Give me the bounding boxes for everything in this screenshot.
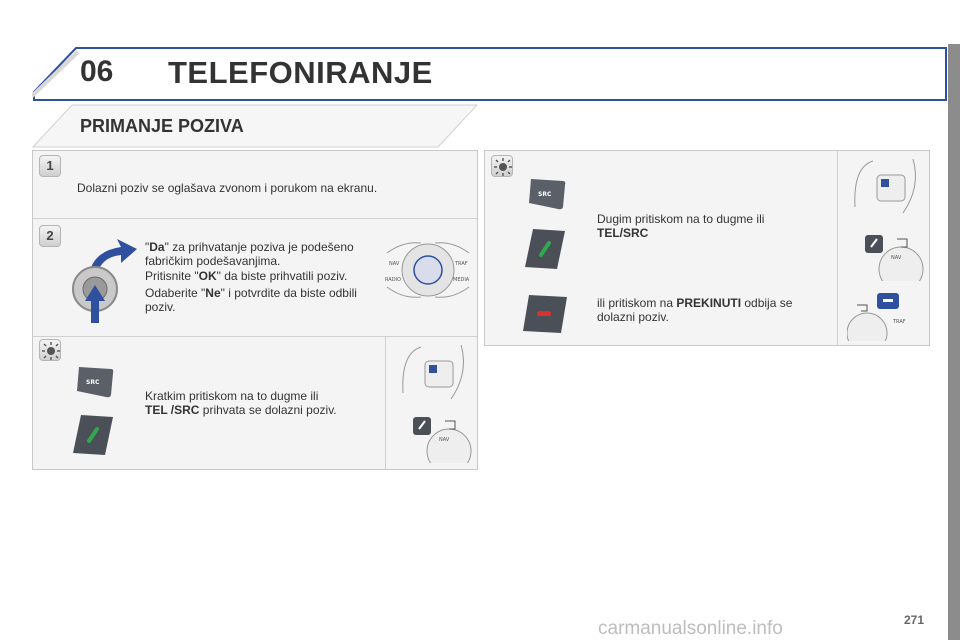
- src-button-icon: [75, 365, 115, 401]
- section-title: PRIMANJE POZIVA: [80, 116, 244, 136]
- right-divider: [837, 151, 838, 345]
- step-3-text: Kratkim pritiskom na to dugme ili TEL /SRC prihvata se dolazni poziv.: [145, 389, 337, 417]
- nav-label-2: NAV: [439, 437, 450, 443]
- traf-label: TRAF: [455, 261, 468, 267]
- step-3-row: [33, 337, 477, 469]
- step-2-line-1: "Da" za prihvatanje poziva je podešeno fabričkim podešavanjima.: [145, 240, 354, 268]
- nav-label-3: NAV: [891, 255, 902, 261]
- hangup-traf-illustration: [847, 289, 921, 341]
- chapter-title: TELEFONIRANJE: [168, 55, 433, 90]
- tip-lightbulb-icon-2: [491, 155, 513, 177]
- tip-lightbulb-icon: [39, 339, 61, 361]
- src-label: SRC: [86, 379, 100, 386]
- tel-button-icon: [71, 413, 115, 457]
- src-button-icon-2: [527, 177, 567, 213]
- chapter-header: [32, 44, 948, 102]
- tel-nav-illustration-2: [857, 229, 931, 281]
- step-1-text: Dolazni poziv se oglašava zvonom i porukom na ekranu.: [77, 181, 378, 195]
- section-header: [32, 104, 478, 148]
- rotary-knob-icon: [63, 229, 143, 329]
- nav-label: NAV: [389, 261, 400, 267]
- step-1-badge: 1: [39, 155, 61, 177]
- chapter-number: 06: [80, 55, 114, 88]
- radio-label: RADIO: [385, 277, 401, 283]
- steering-wheel-illustration: [391, 343, 471, 407]
- left-panel: [32, 150, 478, 470]
- src-label-2: SRC: [538, 191, 552, 198]
- tel-nav-illustration: [405, 411, 479, 463]
- media-label: MEDIA: [453, 277, 470, 283]
- step-2-line-3: Odaberite "Ne" i potvrdite da biste odbili poziv.: [145, 286, 357, 314]
- step-3-divider: [385, 337, 386, 469]
- control-panel-illustration: [383, 235, 473, 305]
- page-edge-bar: [948, 44, 960, 640]
- step-2-line-2: Pritisnite "OK" da biste prihvatili poziv.: [145, 269, 348, 283]
- page-number: 271: [904, 613, 925, 627]
- watermark: carmanualsonline.info: [598, 618, 783, 639]
- right-text-2: ili pritiskom na PREKINUTI odbija se dolazni poziv.: [597, 296, 793, 324]
- step-2-badge: 2: [39, 225, 61, 247]
- tel-button-icon-2: [523, 227, 567, 271]
- hangup-button-icon: [521, 293, 569, 335]
- step-2-row: [33, 219, 477, 337]
- step-1-row: [33, 151, 477, 219]
- traf-label-2: TRAF: [893, 319, 906, 325]
- right-panel: [484, 150, 930, 346]
- right-text-1: Dugim pritiskom na to dugme ili TEL/SRC: [597, 212, 765, 240]
- steering-wheel-illustration-2: [843, 157, 923, 221]
